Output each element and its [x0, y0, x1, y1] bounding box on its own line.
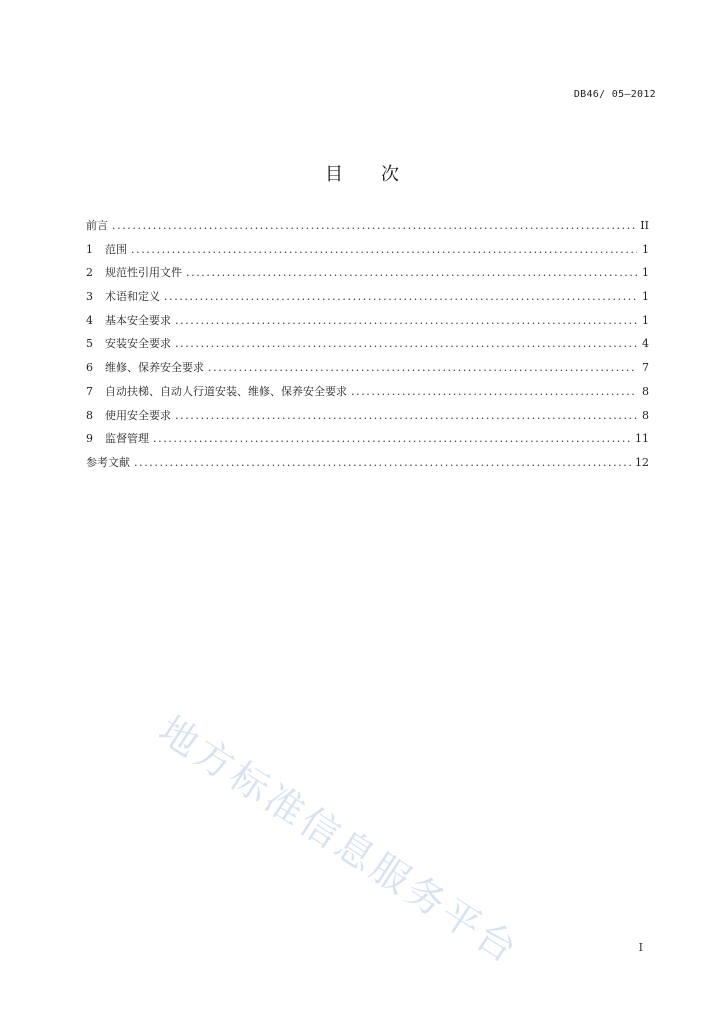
toc-entry-label: 自动扶梯、自动人行道安装、维修、保养安全要求 [105, 384, 347, 398]
toc-entry-number: 5 [86, 337, 93, 351]
toc-entry-1[interactable] [86, 242, 649, 266]
toc-entry-page: 11 [635, 432, 649, 446]
toc-title-part2: 次 [381, 164, 399, 185]
toc-entry-4[interactable] [86, 313, 649, 337]
toc-entry-page: 1 [642, 313, 649, 327]
toc-dot-leader [208, 360, 637, 376]
toc-entry-label: 使用安全要求 [105, 408, 171, 422]
toc-entry-number: 7 [86, 384, 93, 398]
toc-title [0, 160, 724, 186]
toc-dot-leader [351, 384, 637, 400]
toc-entry-number: 2 [86, 266, 93, 280]
toc-entry-page: 4 [642, 337, 649, 351]
toc-entry-label: 基本安全要求 [105, 313, 171, 327]
toc-entry-8[interactable] [86, 408, 649, 432]
toc-entry-page: II [640, 219, 649, 232]
toc-dot-leader [131, 242, 637, 258]
toc-entry-9[interactable] [86, 431, 649, 455]
toc-dot-leader [153, 431, 631, 447]
toc-entry-label: 术语和定义 [105, 290, 160, 304]
table-of-contents [86, 218, 649, 479]
toc-entry-number: 9 [86, 432, 93, 446]
toc-entry-3[interactable] [86, 289, 649, 313]
page-number: I [638, 941, 643, 954]
toc-dot-leader [175, 336, 637, 352]
toc-entry-2[interactable] [86, 265, 649, 289]
toc-entry-page: 12 [635, 455, 649, 469]
toc-entry-page: 1 [642, 266, 649, 280]
toc-entry-page: 1 [642, 290, 649, 304]
toc-entry-label: 范围 [105, 242, 127, 256]
toc-dot-leader [164, 289, 637, 305]
toc-dot-leader [175, 408, 637, 424]
toc-dot-leader [186, 265, 637, 281]
toc-entry-label: 安装安全要求 [105, 337, 171, 351]
toc-entry-references[interactable] [86, 455, 649, 479]
toc-dot-leader [134, 455, 631, 471]
toc-entry-page: 7 [642, 361, 649, 375]
toc-entry-label: 参考文献 [86, 455, 130, 469]
toc-entry-label: 监督管理 [105, 432, 149, 446]
toc-entry-preface[interactable] [86, 218, 649, 242]
toc-entry-5[interactable] [86, 336, 649, 360]
toc-entry-7[interactable] [86, 384, 649, 408]
toc-entry-label: 前言 [86, 219, 108, 232]
toc-entry-number: 3 [86, 290, 93, 304]
toc-entry-number: 1 [86, 242, 93, 256]
toc-entry-number: 6 [86, 361, 93, 375]
toc-dot-leader [112, 218, 636, 234]
toc-entry-label: 规范性引用文件 [105, 266, 182, 280]
toc-entry-number: 8 [86, 408, 93, 422]
toc-title-part1: 目 [325, 164, 343, 185]
toc-dot-leader [175, 313, 637, 329]
toc-entry-page: 8 [642, 384, 649, 398]
toc-entry-number: 4 [86, 313, 93, 327]
toc-entry-page: 1 [642, 242, 649, 256]
toc-entry-page: 8 [642, 408, 649, 422]
document-id: DB46/ 05—2012 [573, 89, 656, 100]
toc-entry-label: 维修、保养安全要求 [105, 361, 204, 375]
watermark: 地方标准信息服务平台 [151, 707, 528, 974]
toc-entry-6[interactable] [86, 360, 649, 384]
